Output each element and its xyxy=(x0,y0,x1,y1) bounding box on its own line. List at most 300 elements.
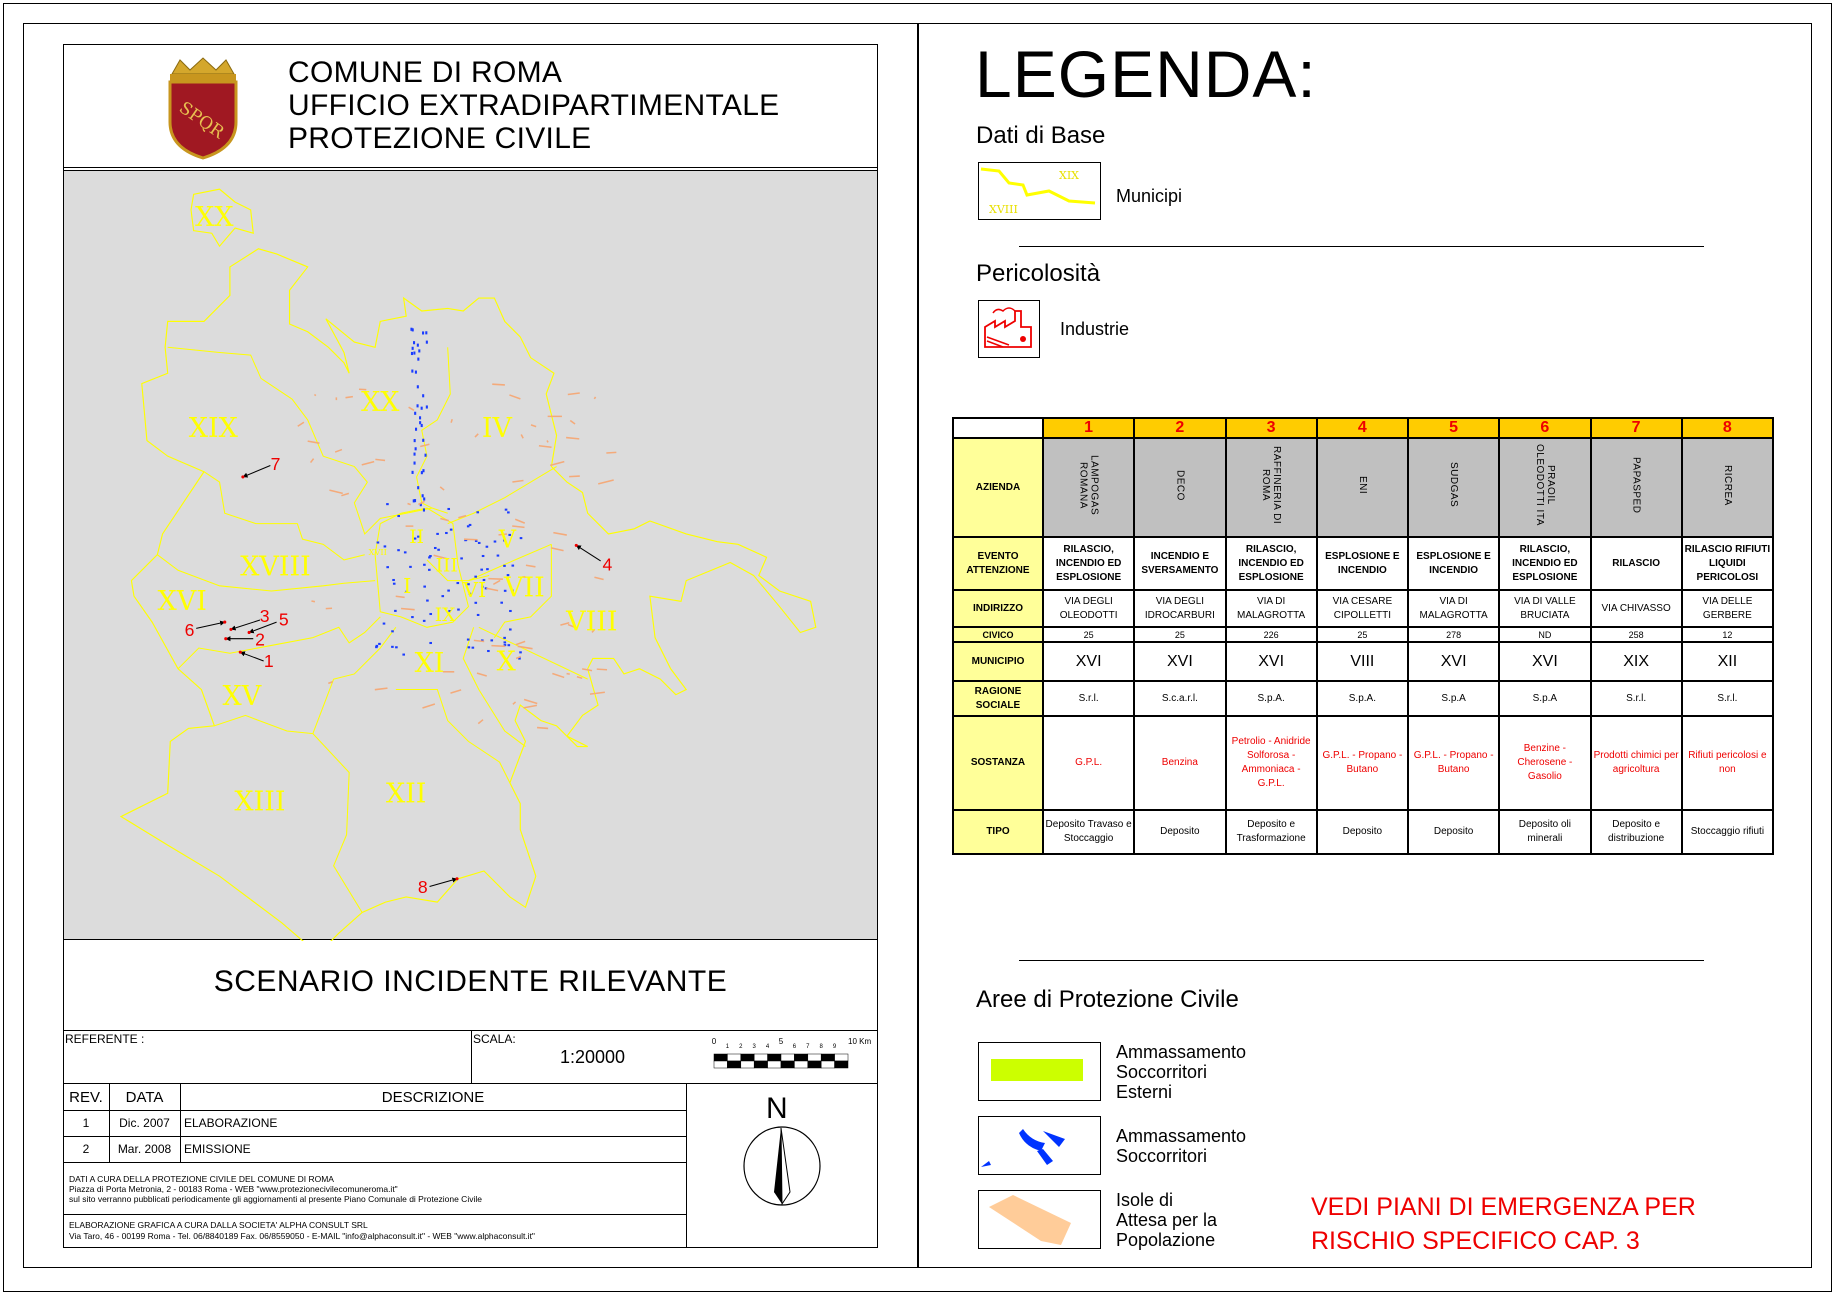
industrie-icon xyxy=(978,300,1040,358)
isola-attesa-mark xyxy=(551,548,563,551)
soccorritori-area-mark xyxy=(414,439,416,442)
cell-sostanza: Rifiuti pericolosi e non xyxy=(1682,716,1773,810)
azienda-name: ENI xyxy=(1356,475,1368,495)
credits-protezione-civile xyxy=(69,1174,482,1204)
industry-location-marker[interactable] xyxy=(239,651,242,654)
scale-tick-label: 0 xyxy=(711,1037,717,1046)
scale-tick-label: 7 xyxy=(806,1044,810,1050)
soccorritori-area-mark xyxy=(503,565,506,567)
scale-tick-label: 9 xyxy=(832,1044,837,1050)
cell-tipo: Deposito e distribuzione xyxy=(1591,810,1682,854)
isola-attesa-mark xyxy=(513,702,516,704)
soccorritori-area-mark xyxy=(426,341,428,344)
scale-segment xyxy=(768,1054,781,1061)
cell-tipo: Deposito Travaso e Stoccaggio xyxy=(1043,810,1134,854)
plant-number: 4 xyxy=(1317,418,1408,438)
isola-attesa-mark xyxy=(518,646,533,648)
soccorritori-area-mark xyxy=(419,416,421,419)
soccorritori-area-mark xyxy=(474,576,477,578)
municipio-label: XVII xyxy=(368,547,387,558)
isola-attesa-mark xyxy=(440,519,448,521)
industry-arrow xyxy=(243,466,270,477)
municipio-label: XX xyxy=(361,387,400,419)
scale-segment xyxy=(727,1061,740,1068)
soccorritori-area-mark xyxy=(486,568,489,570)
scale-segment xyxy=(768,1061,781,1068)
isola-attesa-mark xyxy=(515,519,525,523)
divider xyxy=(471,1030,472,1083)
municipio-label: VII xyxy=(504,572,545,604)
ammassamento-soccorritori-label: Ammassamento Soccorritori xyxy=(1116,1126,1247,1166)
isola-attesa-mark xyxy=(308,441,320,443)
row-label-municipio: MUNICIPIO xyxy=(953,642,1043,681)
comune-roma-logo xyxy=(160,56,246,160)
soccorritori-area-mark xyxy=(415,447,417,450)
title-line: PROTEZIONE CIVILE xyxy=(288,122,592,155)
rev-header: REV. xyxy=(69,1089,103,1106)
plant-number: 5 xyxy=(1408,418,1499,438)
isola-attesa-mark xyxy=(524,699,537,703)
isola-attesa-mark xyxy=(375,688,388,690)
industry-location-marker[interactable] xyxy=(224,637,227,640)
soccorritori-area-mark xyxy=(395,646,398,648)
soccorritori-area-mark xyxy=(414,462,416,465)
cell-ragione: S.p.A xyxy=(1499,681,1590,716)
isola-attesa-mark xyxy=(547,441,548,443)
scale-tick-label: 6 xyxy=(792,1044,797,1050)
soccorritori-area-mark xyxy=(412,347,414,350)
isola-attesa-mark xyxy=(440,487,444,490)
row-label-civico: CIVICO xyxy=(953,627,1043,642)
plant-number: 7 xyxy=(1591,418,1682,438)
soccorritori-area-mark xyxy=(386,566,389,568)
soccorritori-area-mark xyxy=(469,524,472,526)
svg-text:SPQR: SPQR xyxy=(175,97,228,143)
divider xyxy=(63,1214,686,1215)
soccorritori-area-mark xyxy=(410,328,412,331)
industry-location-marker[interactable] xyxy=(229,628,232,631)
isola-attesa-mark xyxy=(597,669,607,670)
cell-evento: RILASCIO, INCENDIO ED ESPLOSIONE xyxy=(1043,537,1134,590)
cell-municipio: XVI xyxy=(1499,642,1590,681)
cell-civico: 25 xyxy=(1134,627,1225,642)
municipio-label: XIX xyxy=(188,413,238,445)
table-row-tipo xyxy=(953,810,1773,854)
industry-number-label: 1 xyxy=(263,651,274,672)
isola-attesa-mark xyxy=(488,579,503,580)
credit-line: Piazza di Porta Metronia, 2 - 00183 Roma - WEB "www.protezionecivilecomuneroma.it" xyxy=(69,1184,398,1194)
scale-bar xyxy=(708,1036,876,1076)
isola-attesa-mark xyxy=(567,674,570,675)
soccorritori-area-mark xyxy=(411,616,414,618)
cell-ragione: S.r.l. xyxy=(1682,681,1773,716)
cell-civico: 258 xyxy=(1591,627,1682,642)
referente-label: REFERENTE : xyxy=(65,1032,145,1046)
soccorritori-area-mark xyxy=(445,532,448,534)
table-row-municipio xyxy=(953,642,1773,681)
row-label-evento: EVENTO ATTENZIONE xyxy=(953,537,1043,590)
industry-arrow xyxy=(576,545,600,561)
scale-tick-label: 10 Km xyxy=(848,1037,872,1046)
title-line: COMUNE DI ROMA xyxy=(288,56,563,89)
soccorritori-area-mark xyxy=(422,394,424,397)
cell-indirizzo: VIA DEGLI IDROCARBURI xyxy=(1134,590,1225,627)
row-label-sostanza: SOSTANZA xyxy=(953,716,1043,810)
municipi-icon xyxy=(978,162,1101,220)
soccorritori-area-mark xyxy=(476,511,479,513)
cell-municipio: XVI xyxy=(1408,642,1499,681)
soccorritori-area-mark xyxy=(480,569,483,571)
soccorritori-area-mark xyxy=(423,508,425,511)
isola-attesa-mark xyxy=(345,397,352,398)
soccorritori-area-mark xyxy=(411,370,413,373)
soccorritori-area-mark xyxy=(417,344,419,347)
cell-azienda xyxy=(1682,438,1773,537)
isola-attesa-mark xyxy=(552,674,564,678)
scale-segment xyxy=(821,1054,834,1061)
industry-location-marker[interactable] xyxy=(575,544,578,547)
soccorritori-area-mark xyxy=(423,586,426,588)
isola-attesa-mark xyxy=(521,435,523,439)
cell-tipo: Deposito oli minerali xyxy=(1499,810,1590,854)
isola-attesa-mark xyxy=(475,434,478,437)
isola-attesa-mark xyxy=(298,422,304,426)
soccorritori-area-mark xyxy=(507,644,510,646)
pericolosita-heading: Pericolosità xyxy=(976,260,1101,287)
cell-sostanza: G.P.L. xyxy=(1043,716,1134,810)
scale-segment xyxy=(754,1054,767,1061)
soccorritori-area-mark xyxy=(512,565,515,567)
soccorritori-area-mark xyxy=(413,341,415,344)
municipio-boundary xyxy=(396,690,510,783)
scale-segment xyxy=(727,1054,740,1061)
isola-attesa-mark xyxy=(409,407,414,410)
soccorritori-area-mark xyxy=(419,421,421,424)
soccorritori-area-mark xyxy=(423,497,425,500)
scale-segment xyxy=(835,1054,848,1061)
data-header: DATA xyxy=(125,1089,164,1106)
divider xyxy=(63,1083,878,1084)
row-label-azienda: AZIENDA xyxy=(953,438,1043,537)
divider xyxy=(63,167,878,168)
isola-attesa-mark xyxy=(478,720,483,724)
cell-indirizzo: VIA DI VALLE BRUCIATA xyxy=(1499,590,1590,627)
cell-indirizzo: VIA DI MALAGROTTA xyxy=(1226,590,1317,627)
scale-tick-label: 5 xyxy=(778,1037,784,1046)
soccorritori-area-mark xyxy=(392,579,395,581)
soccorritori-area-mark xyxy=(477,614,480,616)
legend-title: LEGENDA: xyxy=(975,37,1317,111)
map-canvas[interactable] xyxy=(64,171,877,941)
soccorritori-area-mark xyxy=(519,651,522,653)
rome-map[interactable] xyxy=(64,170,877,940)
cell-azienda xyxy=(1043,438,1134,537)
soccorritori-area-mark xyxy=(411,352,413,355)
soccorritori-area-mark xyxy=(425,454,427,457)
soccorritori-area-mark xyxy=(437,549,440,551)
municipio-label: XII xyxy=(385,778,427,810)
scale-segment xyxy=(781,1054,794,1061)
soccorritori-area-mark xyxy=(441,595,444,597)
isola-attesa-mark xyxy=(512,481,523,482)
municipio-boundary xyxy=(448,467,557,524)
table-row-azienda xyxy=(953,438,1773,537)
municipio-label: XV xyxy=(222,681,262,713)
cell-indirizzo: VIA DEGLI OLEODOTTI xyxy=(1043,590,1134,627)
plant-number: 6 xyxy=(1499,418,1590,438)
isola-attesa-mark xyxy=(458,516,466,518)
soccorritori-area-mark xyxy=(414,499,416,502)
soccorritori-area-mark xyxy=(429,613,432,615)
cell-municipio: XVI xyxy=(1226,642,1317,681)
soccorritori-area-mark xyxy=(504,641,507,643)
isola-attesa-mark xyxy=(420,444,429,446)
isola-attesa-mark xyxy=(486,588,498,590)
scale-segment xyxy=(714,1061,727,1068)
row-label-ragione: RAGIONE SOCIALE xyxy=(953,681,1043,716)
divider xyxy=(686,1083,687,1248)
cell-ragione: S.p.A. xyxy=(1317,681,1408,716)
soccorritori-area-mark xyxy=(520,537,523,539)
scale-segment xyxy=(754,1061,767,1068)
cell-municipio: XVI xyxy=(1134,642,1225,681)
soccorritori-area-mark xyxy=(505,509,508,511)
descrizione-header: DESCRIZIONE xyxy=(381,1089,485,1106)
header-title xyxy=(288,56,779,155)
isola-attesa-mark xyxy=(311,459,314,463)
azienda-name: RAFFINERIA DI ROMA xyxy=(1260,445,1283,525)
soccorritori-area-mark xyxy=(436,533,439,535)
cell-azienda xyxy=(1317,438,1408,537)
municipio-label: XVIII xyxy=(240,551,311,583)
soccorritori-area-mark xyxy=(422,331,424,334)
soccorritori-area-mark xyxy=(391,646,394,648)
scale-tick-label: 2 xyxy=(739,1044,743,1050)
isola-attesa-mark xyxy=(477,673,487,676)
industry-number-label: 3 xyxy=(259,606,270,627)
isola-attesa-mark xyxy=(450,690,461,693)
soccorritori-area-mark xyxy=(434,547,437,549)
industry-location-marker[interactable] xyxy=(241,475,244,478)
municipio-label: VIII xyxy=(566,606,618,638)
scale-segment xyxy=(835,1061,848,1068)
scale-tick-label: 8 xyxy=(819,1044,823,1050)
scale-tick-label: 1 xyxy=(725,1044,730,1050)
isola-attesa-mark xyxy=(314,395,315,396)
isola-attesa-mark xyxy=(375,459,385,460)
industry-number-label: 6 xyxy=(184,620,195,641)
municipio-label: IV xyxy=(481,413,513,445)
isole-attesa-icon xyxy=(978,1190,1101,1249)
scala-label: SCALA: xyxy=(473,1032,516,1046)
municipio-label: XI xyxy=(414,647,445,679)
rev-cell: 1 xyxy=(82,1116,90,1130)
soccorritori-area-mark xyxy=(417,486,419,489)
north-arrow-icon xyxy=(740,1124,824,1208)
credit-line: DATI A CURA DELLA PROTEZIONE CIVILE DEL COMUNE DI ROMA xyxy=(69,1174,334,1184)
cell-ragione: S.p.A xyxy=(1408,681,1499,716)
table-corner xyxy=(953,418,1043,438)
descrizione-cell: ELABORAZIONE xyxy=(184,1116,278,1130)
soccorritori-area-mark xyxy=(509,610,512,612)
isola-attesa-mark xyxy=(598,480,613,484)
cell-civico: ND xyxy=(1499,627,1590,642)
divider xyxy=(1019,246,1704,247)
soccorritori-area-mark xyxy=(456,582,459,584)
isola-attesa-mark xyxy=(408,503,411,504)
industry-location-marker[interactable] xyxy=(455,877,458,880)
industry-number-label: 7 xyxy=(270,454,281,475)
cell-evento: ESPLOSIONE E INCENDIO xyxy=(1408,537,1499,590)
data-cell: Mar. 2008 xyxy=(117,1142,172,1156)
ammassamento-soccorritori-icon xyxy=(978,1116,1101,1175)
cell-evento: ESPLOSIONE E INCENDIO xyxy=(1317,537,1408,590)
table-number-row xyxy=(953,418,1773,438)
cell-sostanza: Petrolio - Anidride Solforosa - Ammoniaca - G.P.L. xyxy=(1226,716,1317,810)
azienda-name: SUDGAS xyxy=(1448,462,1460,508)
soccorritori-area-mark xyxy=(422,439,424,442)
industry-number-label: 2 xyxy=(255,629,265,650)
soccorritori-area-mark xyxy=(423,564,426,566)
industry-number-label: 4 xyxy=(602,554,613,575)
soccorritori-area-mark xyxy=(428,556,431,558)
cell-sostanza: Benzina xyxy=(1134,716,1225,810)
isola-attesa-mark xyxy=(531,425,536,427)
divider xyxy=(63,1162,686,1163)
plant-number: 1 xyxy=(1043,418,1134,438)
cell-municipio: VIII xyxy=(1317,642,1408,681)
table-row-evento xyxy=(953,537,1773,590)
industry-arrow xyxy=(196,622,225,628)
industrie-table xyxy=(952,417,1774,855)
table-row-civico xyxy=(953,627,1773,642)
soccorritori-area-mark xyxy=(467,639,470,641)
table-row-sostanza xyxy=(953,716,1773,810)
isola-attesa-mark xyxy=(568,393,580,395)
cell-tipo: Deposito e Trasformazione xyxy=(1226,810,1317,854)
note-line: RISCHIO SPECIFICO CAP. 3 xyxy=(1311,1227,1640,1255)
soccorritori-area-mark xyxy=(397,549,400,551)
soccorritori-area-mark xyxy=(460,557,463,559)
ammassamento-esterni-label: Ammassamento Soccorritori Esterni xyxy=(1116,1042,1247,1102)
azienda-name: RICREA xyxy=(1721,464,1733,506)
isola-attesa-mark xyxy=(594,577,603,579)
soccorritori-area-mark xyxy=(472,647,475,649)
azienda-name: PRAOIL OLEODOTTI ITA xyxy=(1533,444,1556,526)
industry-location-marker[interactable] xyxy=(223,621,226,624)
scala-value: 1:20000 xyxy=(560,1047,626,1067)
cell-civico: 25 xyxy=(1317,627,1408,642)
isola-attesa-mark xyxy=(516,641,525,644)
emergency-plan-note xyxy=(1311,1190,1696,1258)
credits-alpha-consult xyxy=(69,1220,535,1242)
soccorritori-area-mark xyxy=(378,643,381,645)
row-label-indirizzo: INDIRIZZO xyxy=(953,590,1043,627)
soccorritori-area-mark xyxy=(394,610,397,612)
industry-number-label: 5 xyxy=(278,609,289,630)
isola-attesa-mark xyxy=(577,677,582,679)
cell-azienda xyxy=(1226,438,1317,537)
plant-number: 2 xyxy=(1134,418,1225,438)
soccorritori-area-mark xyxy=(486,546,489,548)
cell-indirizzo: VIA DI MALAGROTTA xyxy=(1408,590,1499,627)
industrie-label: Industrie xyxy=(1060,319,1130,339)
industry-number-label: 8 xyxy=(417,876,428,897)
north-label: N xyxy=(766,1092,788,1125)
isola-attesa-mark xyxy=(594,397,595,399)
municipio-label: X xyxy=(496,646,516,678)
cell-indirizzo: VIA CHIVASSO xyxy=(1591,590,1682,627)
industry-location-marker[interactable] xyxy=(248,631,251,634)
soccorritori-area-mark xyxy=(503,637,506,639)
soccorritori-area-mark xyxy=(404,551,407,553)
municipio-label: I xyxy=(403,574,412,599)
isola-attesa-mark xyxy=(509,395,520,399)
soccorritori-area-mark xyxy=(397,515,400,517)
soccorritori-area-mark xyxy=(468,646,471,648)
soccorritori-area-mark xyxy=(377,541,380,543)
soccorritori-area-mark xyxy=(507,511,510,513)
scale-segment xyxy=(781,1061,794,1068)
descrizione-cell: EMISSIONE xyxy=(184,1142,251,1156)
cell-evento: RILASCIO, INCENDIO ED ESPLOSIONE xyxy=(1226,537,1317,590)
municipio-label: VI xyxy=(463,578,487,603)
cell-evento: RILASCIO xyxy=(1591,537,1682,590)
row-label-tipo: TIPO xyxy=(953,810,1043,854)
isola-attesa-mark xyxy=(570,420,575,423)
soccorritori-area-mark xyxy=(478,542,481,544)
cell-sostanza: G.P.L. - Propano - Butano xyxy=(1317,716,1408,810)
credit-line: Via Taro, 46 - 00199 Roma - Tel. 06/8840189 Fax. 06/8559050 - E-MAIL "info@alphaconsult.it" - WEB "www.alphaconsult.it" xyxy=(69,1231,535,1241)
isola-attesa-mark xyxy=(451,419,452,422)
soccorritori-area-mark xyxy=(425,331,427,334)
scale-segment xyxy=(741,1054,754,1061)
soccorritori-area-mark xyxy=(422,469,424,472)
soccorritori-area-mark xyxy=(509,628,512,630)
cell-tipo: Deposito xyxy=(1317,810,1408,854)
soccorritori-area-mark xyxy=(426,600,429,602)
cell-sostanza: Prodotti chimici per agricoltura xyxy=(1591,716,1682,810)
soccorritori-area-mark xyxy=(482,555,485,557)
isola-attesa-mark xyxy=(464,539,478,540)
soccorritori-area-mark xyxy=(415,428,417,431)
isole-attesa-label: Isole di Attesa per la Popolazione xyxy=(1116,1190,1218,1250)
isola-attesa-mark xyxy=(493,580,500,584)
scale-segment xyxy=(821,1061,834,1068)
isola-attesa-mark xyxy=(553,533,566,535)
isola-attesa-mark xyxy=(362,462,374,465)
industry-arrow xyxy=(231,620,260,629)
cell-ragione: S.r.l. xyxy=(1043,681,1134,716)
soccorritori-area-mark xyxy=(490,639,493,641)
table-row-ragione xyxy=(953,681,1773,716)
cell-ragione: S.c.a.r.l. xyxy=(1134,681,1225,716)
soccorritori-area-mark xyxy=(417,404,419,407)
cell-sostanza: G.P.L. - Propano - Butano xyxy=(1408,716,1499,810)
cell-evento: RILASCIO, INCENDIO ED ESPLOSIONE xyxy=(1499,537,1590,590)
cell-municipio: XIX xyxy=(1591,642,1682,681)
soccorritori-area-mark xyxy=(421,424,423,427)
soccorritori-area-mark xyxy=(487,650,490,652)
isola-attesa-mark xyxy=(401,609,415,610)
data-cell: Dic. 2007 xyxy=(119,1116,170,1130)
soccorritori-area-mark xyxy=(422,494,424,497)
isola-attesa-mark xyxy=(422,704,434,708)
divider xyxy=(63,1136,686,1137)
cell-evento: INCENDIO E SVERSAMENTO xyxy=(1134,537,1225,590)
cell-ragione: S.r.l. xyxy=(1591,681,1682,716)
cell-azienda xyxy=(1408,438,1499,537)
